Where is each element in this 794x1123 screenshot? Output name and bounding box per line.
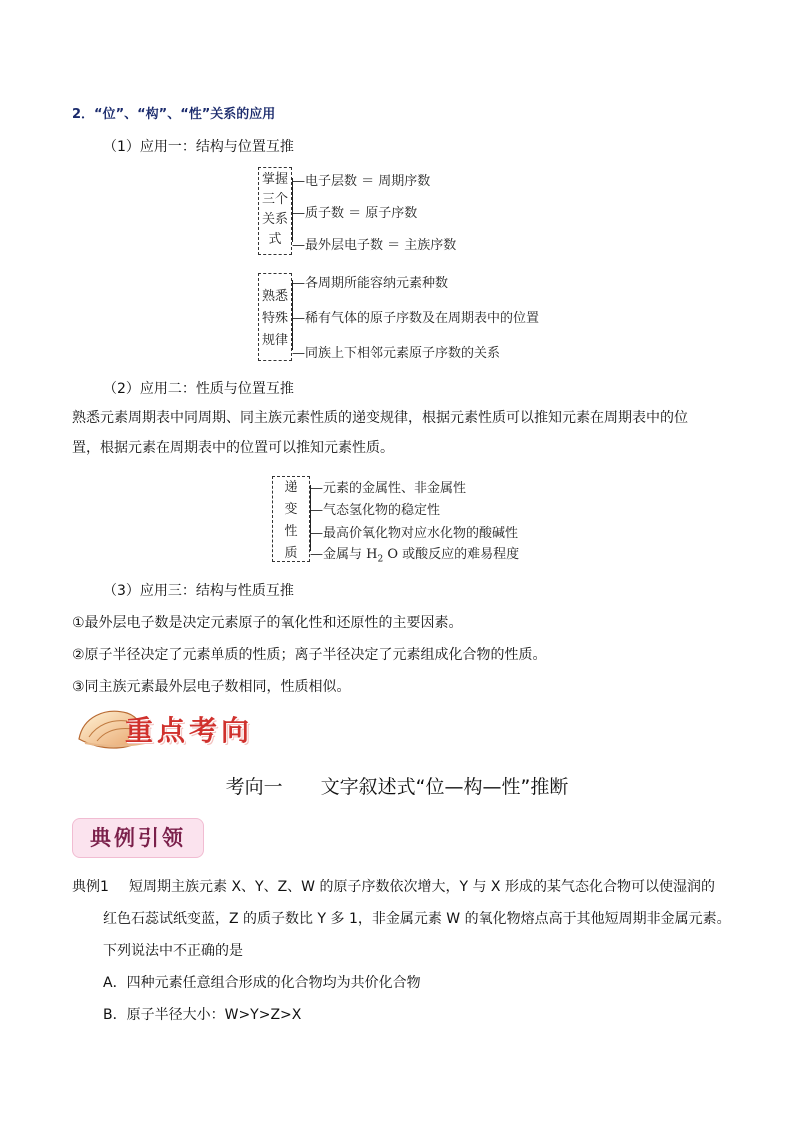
relations-box-line: 式: [268, 232, 282, 247]
app3-item: ②原子半径决定了元素单质的性质；离子半径决定了元素组成化合物的性质。: [72, 647, 547, 663]
relations-box-line: 三个: [261, 192, 288, 207]
app2-heading: （2）应用二：性质与位置互推: [103, 381, 294, 397]
relations-box-line: 掌握: [261, 172, 288, 187]
app3-item: ①最外层电子数是决定元素原子的氧化性和还原性的主要因素。: [72, 615, 463, 631]
app3-item: ③同主族元素最外层电子数相同，性质相似。: [72, 679, 351, 695]
section-title: 2．“位”、“构”、“性”关系的应用: [72, 107, 276, 122]
rules-box-line: 规律: [261, 333, 288, 348]
rules-box: [258, 273, 292, 361]
trend-branch: —气态氢化物的稳定性: [310, 503, 441, 518]
trend-box-line: 质: [284, 546, 298, 561]
app1-heading: （1）应用一：结构与位置互推: [103, 139, 294, 155]
app3-heading: （3）应用三：结构与性质互推: [103, 583, 294, 599]
relation-branch: —电子层数 ＝ 周期序数: [292, 174, 431, 189]
example-label: 典例1: [72, 879, 109, 895]
rule-branch: —稀有气体的原子序数及在周期表中的位置: [292, 311, 540, 326]
option-a: A．四种元素任意组合形成的化合物均为共价化合物: [103, 975, 421, 991]
trend-box-line: 递: [284, 480, 298, 495]
focus-title: 考向一 文字叙述式“位—构—性”推断: [225, 776, 569, 798]
rule-branch: —各周期所能容纳元素种数: [292, 276, 449, 291]
relation-branch: —质子数 ＝ 原子序数: [292, 206, 418, 221]
rules-box-line: 熟悉: [261, 289, 288, 304]
banner-text: 重点考向: [125, 714, 254, 747]
trend-branch: —最高价氧化物对应水化物的酸碱性: [310, 526, 519, 541]
rule-branch: —同族上下相邻元素原子序数的关系: [292, 346, 501, 361]
relation-branch: —最外层电子数 ＝ 主族序数: [292, 238, 457, 253]
example-line: 红色石蕊试纸变蓝，Z 的质子数比 Y 多 1，非金属元素 W 的氧化物熔点高于其他短周期非金属元素。: [103, 911, 731, 927]
app2-paragraph-line: 置，根据元素在周期表中的位置可以推知元素性质。: [72, 440, 394, 456]
key-focus-banner: [75, 703, 260, 755]
app2-paragraph-line: 熟悉元素周期表中同周期、同主族元素性质的递变规律，根据元素性质可以推知元素在周期表中的位: [72, 410, 688, 426]
trend-box-line: 变: [284, 502, 298, 517]
example-tag: 典例引领: [72, 818, 204, 858]
option-b: B．原子半径大小：W>Y>Z>X: [103, 1007, 302, 1023]
trend-branch: —元素的金属性、非金属性: [310, 481, 467, 496]
example-line: 下列说法中不正确的是: [103, 943, 243, 959]
relations-box-line: 关系: [261, 212, 288, 227]
relations-box: [258, 167, 292, 255]
trend-box: [272, 476, 310, 562]
example-line: 短周期主族元素 X、Y、Z、W 的原子序数依次增大，Y 与 X 形成的某气态化合物可以使湿润的: [129, 879, 715, 895]
trend-box-line: 性: [284, 524, 298, 539]
rules-box-line: 特殊: [261, 311, 288, 326]
trend-branch: —金属与 $H_2$ O 或酸反应的难易程度: [310, 547, 520, 565]
